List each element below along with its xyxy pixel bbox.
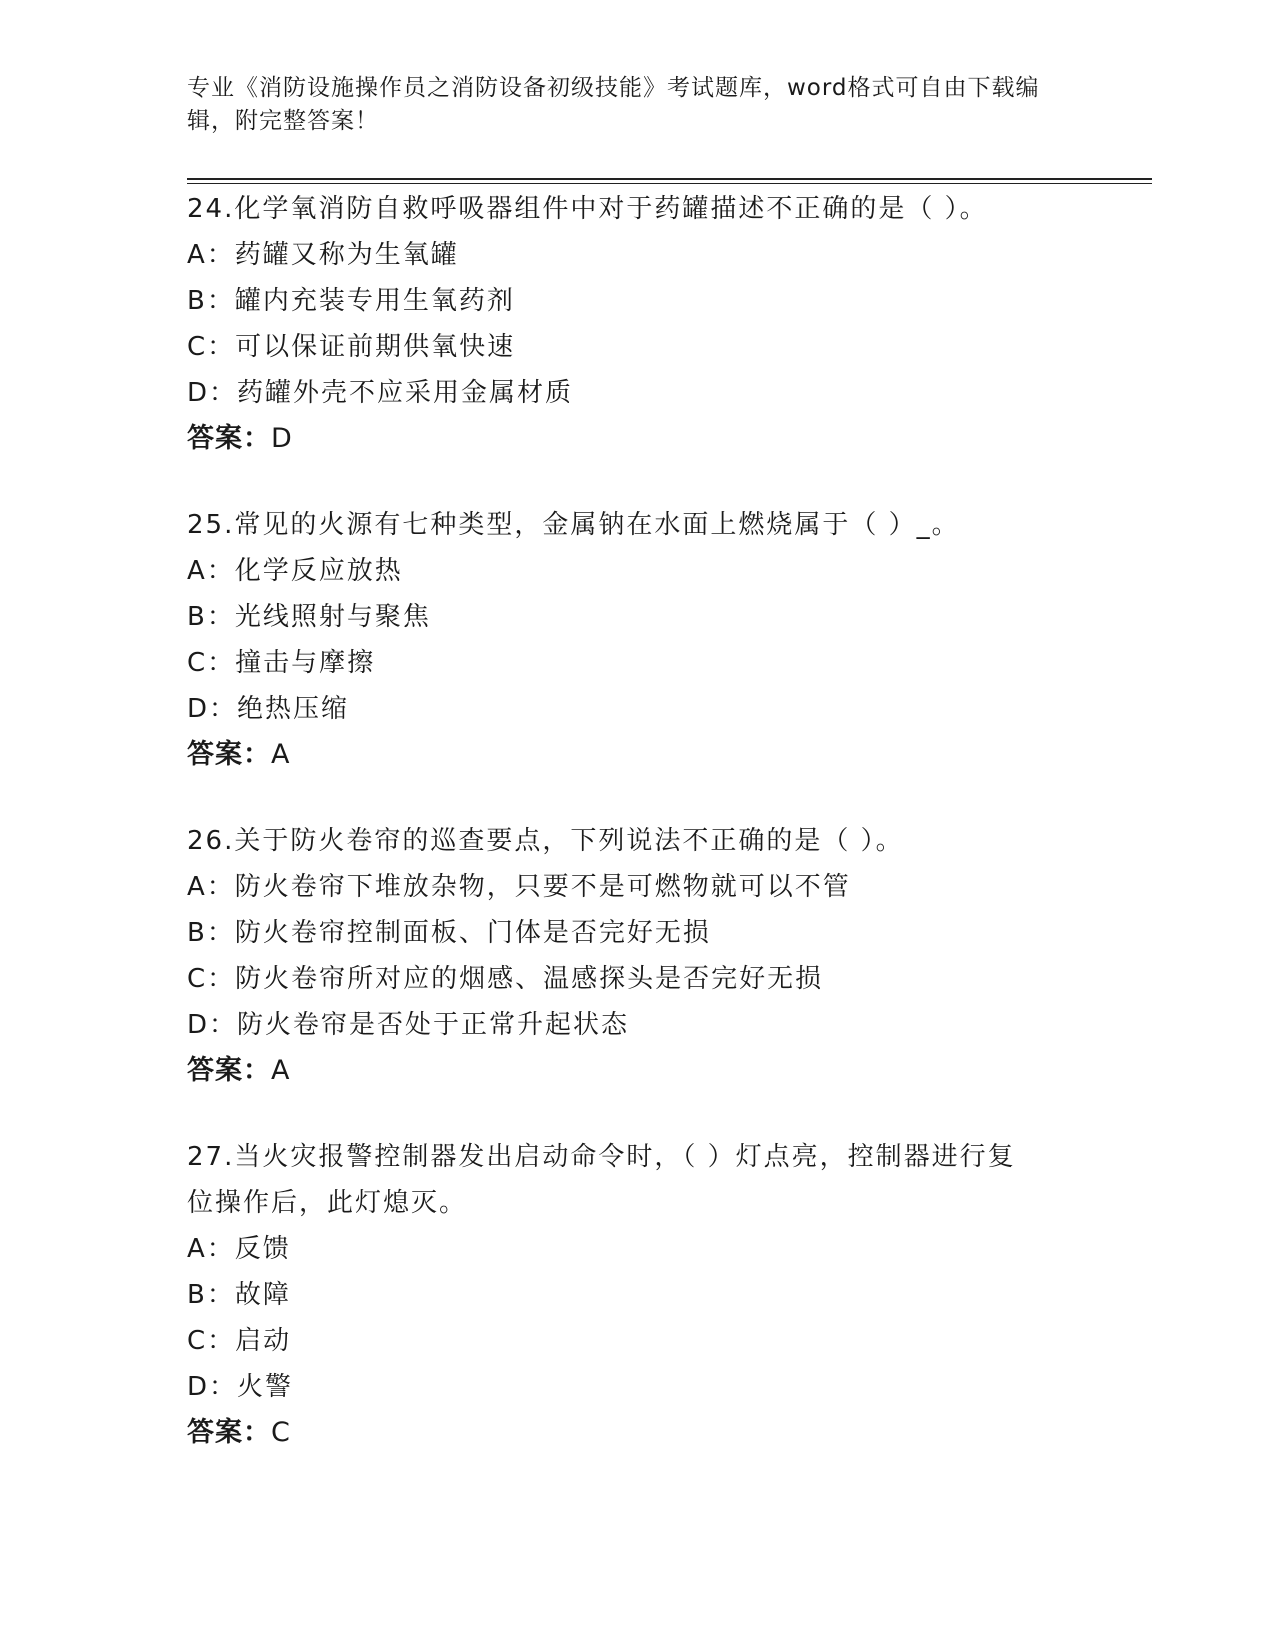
question-stem: 26.关于防火卷帘的巡查要点，下列说法不正确的是（ ）。 <box>187 826 904 856</box>
question-stem: 25.常见的火源有七种类型，金属钠在水面上燃烧属于（ ）_。 <box>187 510 960 540</box>
header-line-2: 辑，附完整答案！ <box>187 108 379 134</box>
document-header <box>187 72 1087 138</box>
option-a: A：防火卷帘下堆放杂物，只要不是可燃物就可以不管 <box>187 872 851 902</box>
option-b: B：防火卷帘控制面板、门体是否完好无损 <box>187 918 711 948</box>
option-a: A：化学反应放热 <box>187 556 403 586</box>
option-a: A：药罐又称为生氧罐 <box>187 240 459 270</box>
answer-line <box>187 416 1087 462</box>
question-stem: 24.化学氧消防自救呼吸器组件中对于药罐描述不正确的是（ ）。 <box>187 194 988 224</box>
option-a: A：反馈 <box>187 1234 291 1264</box>
answer-value: C <box>271 1417 290 1448</box>
option-c: C：可以保证前期供氧快速 <box>187 332 516 362</box>
answer-line <box>187 1410 1087 1456</box>
option-b: B：光线照射与聚焦 <box>187 602 431 632</box>
option-d: D：绝热压缩 <box>187 694 350 724</box>
question-26 <box>187 818 1087 1094</box>
question-stem-line-1: 27.当火灾报警控制器发出启动命令时，（ ）灯点亮，控制器进行复 <box>187 1142 1016 1172</box>
answer-label: 答案： <box>187 739 271 770</box>
option-d: D：药罐外壳不应采用金属材质 <box>187 378 574 408</box>
question-24 <box>187 186 1087 462</box>
header-divider-thin <box>187 183 1152 184</box>
option-d: D：防火卷帘是否处于正常升起状态 <box>187 1010 630 1040</box>
option-c: C：撞击与摩擦 <box>187 648 376 678</box>
option-d: D：火警 <box>187 1372 294 1402</box>
answer-line <box>187 1048 1087 1094</box>
question-25 <box>187 502 1087 778</box>
header-divider-thick <box>187 178 1152 180</box>
header-line-1: 专业《消防设施操作员之消防设备初级技能》考试题库，word格式可自由下载编 <box>187 75 1040 101</box>
answer-label: 答案： <box>187 1417 271 1448</box>
answer-label: 答案： <box>187 423 271 454</box>
option-b: B：罐内充装专用生氧药剂 <box>187 286 515 316</box>
answer-label: 答案： <box>187 1055 271 1086</box>
answer-line <box>187 732 1087 778</box>
question-27 <box>187 1134 1087 1456</box>
option-c: C：启动 <box>187 1326 292 1356</box>
question-stem-line-2: 位操作后，此灯熄灭。 <box>187 1188 468 1218</box>
option-b: B：故障 <box>187 1280 291 1310</box>
answer-value: A <box>271 739 290 770</box>
option-c: C：防火卷帘所对应的烟感、温感探头是否完好无损 <box>187 964 824 994</box>
answer-value: D <box>271 423 292 454</box>
answer-value: A <box>271 1055 290 1086</box>
